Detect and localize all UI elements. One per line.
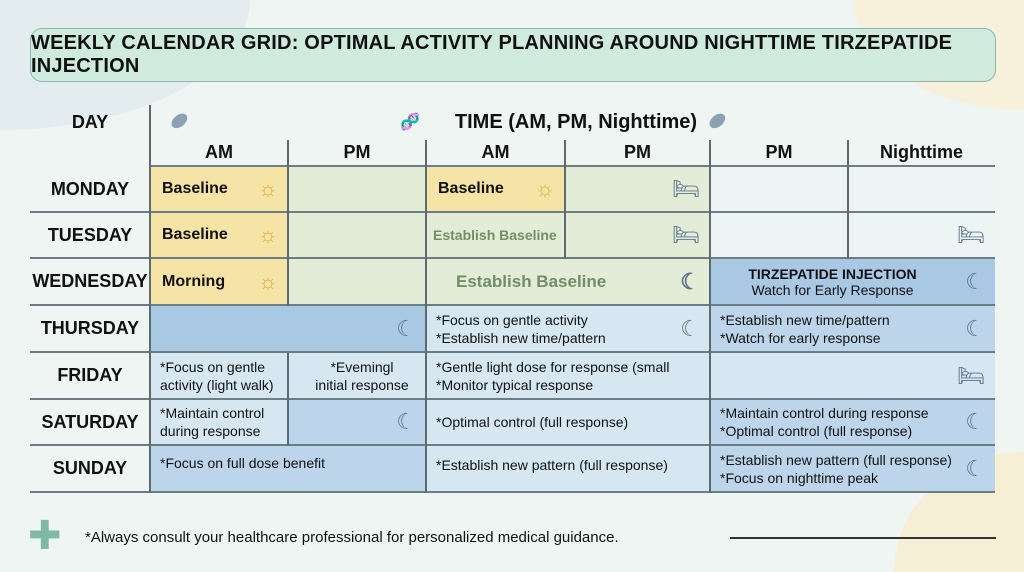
pill-icon: ⬬	[163, 105, 195, 137]
cell-text: *Watch for early response	[720, 329, 881, 346]
cell	[288, 259, 426, 306]
day-monday: MONDAY	[30, 167, 150, 213]
cell-text: *Optimal control (full response)	[436, 414, 629, 430]
divider	[730, 537, 996, 539]
cell	[426, 400, 710, 446]
grid-line	[709, 140, 711, 493]
injection-subtitle: Watch for Early Response	[751, 281, 914, 298]
cell-text: *Establish new pattern (full response)	[720, 451, 952, 468]
cell-text: initial response	[315, 376, 409, 393]
cell-text: *Optimal control (full response)	[720, 423, 913, 439]
grid-line	[287, 140, 289, 306]
cell	[288, 400, 426, 446]
cell	[288, 167, 426, 213]
day-sunday: SUNDAY	[30, 446, 150, 493]
moon-icon: ☾	[965, 268, 985, 294]
cell	[426, 167, 565, 213]
cell	[150, 400, 288, 446]
moon-icon: ☾	[965, 409, 985, 434]
cell	[426, 306, 710, 353]
cell-text: *Focus on nighttime peak	[720, 469, 878, 486]
cell-text: Baseline	[162, 180, 228, 197]
page-title: WEEKLY CALENDAR GRID: OPTIMAL ACTIVITY PLANNING AROUND NIGHTTIME TIRZEPATIDE INJECTION	[30, 28, 996, 82]
cell-text: *Establish new time/pattern	[436, 329, 606, 346]
sun-icon: ☼	[257, 176, 278, 201]
cell-text: *Maintain control during response	[720, 405, 929, 421]
grid-line	[564, 140, 566, 259]
day-tuesday: TUESDAY	[30, 213, 150, 259]
cell-text: *Establish new pattern (full response)	[436, 457, 668, 473]
cell-text: *Maintain control	[160, 405, 265, 421]
moon-icon: ☾	[680, 315, 700, 341]
cell	[150, 213, 288, 259]
day-friday: FRIDAY	[30, 353, 150, 400]
col-header-am: AM	[426, 140, 565, 167]
cell-text: *Monitor typical response	[436, 376, 594, 393]
bed-icon: 🛏	[957, 222, 985, 247]
cell-text: Establish Baseline	[433, 227, 557, 243]
col-header-pm: PM	[710, 140, 848, 167]
moon-icon: ☾	[680, 268, 700, 294]
col-header-am: AM	[150, 140, 288, 167]
cell	[710, 167, 995, 213]
sun-icon: ☼	[257, 268, 278, 294]
cell	[150, 306, 288, 353]
cell-text: Morning	[162, 272, 226, 290]
cell-text: *Focus on full dose benefit	[160, 455, 325, 471]
cell-text: Establish Baseline	[456, 271, 607, 291]
bed-icon: 🛏	[672, 176, 700, 201]
col-header-pm: PM	[288, 140, 426, 167]
pill-icon: ⬬	[701, 105, 733, 137]
dna-icon: 🧬	[400, 114, 420, 131]
day-wednesday: WEDNESDAY	[30, 259, 150, 306]
cell	[710, 446, 995, 493]
cell	[710, 400, 995, 446]
cell-text: during response	[160, 423, 261, 439]
cell-text: Baseline	[438, 180, 504, 197]
cell	[426, 353, 710, 400]
cell	[565, 167, 710, 213]
moon-icon: ☾	[396, 409, 416, 434]
cell	[710, 306, 995, 353]
cell-text: Baseline	[162, 226, 228, 243]
cell	[288, 213, 426, 259]
medical-cross-icon: ✚	[28, 514, 62, 558]
sun-icon: ☼	[534, 176, 555, 201]
moon-icon: ☾	[965, 315, 985, 341]
moon-icon: ☾	[965, 455, 985, 481]
cell	[426, 213, 565, 259]
day-header: DAY	[71, 112, 109, 132]
cell	[150, 353, 288, 400]
cell-text: *Focus on gentle activity	[436, 311, 588, 328]
cell	[565, 213, 710, 259]
bed-icon: 🛏	[957, 362, 985, 388]
cell	[426, 446, 710, 493]
bed-icon: 🛏	[672, 222, 700, 247]
cell	[150, 259, 288, 306]
moon-icon: ☾	[396, 315, 416, 341]
grid-line	[287, 353, 289, 446]
cell	[150, 167, 288, 213]
cell	[288, 353, 426, 400]
disclaimer: *Always consult your healthcare professional for personalized medical guidance.	[85, 529, 619, 546]
cell	[710, 213, 995, 259]
sun-icon: ☼	[257, 222, 278, 247]
injection-cell	[710, 259, 995, 306]
cell-text: *Evemingl	[330, 358, 394, 375]
grid-line	[149, 105, 151, 493]
cell	[288, 306, 426, 353]
col-header-pm: PM	[565, 140, 710, 167]
time-header: TIME (AM, PM, Nighttime)	[454, 111, 698, 133]
cell	[426, 259, 710, 306]
cell	[150, 446, 426, 493]
col-header-nighttime: Nighttime	[848, 140, 995, 167]
cell-text: *Establish new time/pattern	[720, 311, 890, 328]
cell-text: activity (light walk)	[160, 376, 274, 393]
grid-line	[425, 140, 427, 493]
grid-line	[847, 140, 849, 259]
day-saturday: SATURDAY	[30, 400, 150, 446]
cell-text: *Focus on gentle	[160, 358, 266, 375]
injection-title: TIRZEPATIDE INJECTION	[748, 265, 917, 282]
cell	[710, 353, 995, 400]
day-thursday: THURSDAY	[30, 306, 150, 353]
cell-text: *Gentle light dose for response (small	[436, 358, 670, 375]
